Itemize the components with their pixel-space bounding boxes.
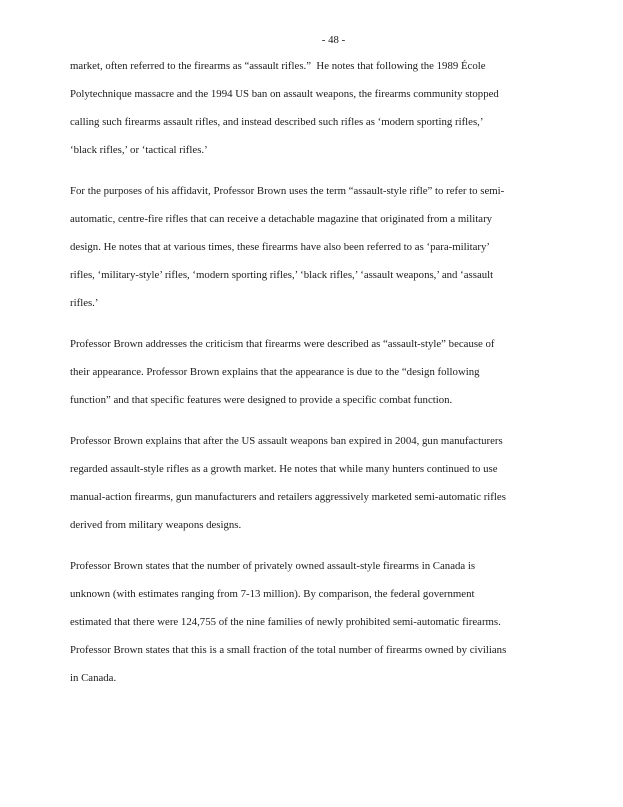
text-line: derived from military weapons designs.: [70, 519, 242, 531]
text-line: calling such firearms assault rifles, and instead described such rifles as ‘modern sporting rifles,’: [70, 116, 484, 128]
text-line: Professor Brown states that the number of privately owned assault-style firearms in Canada is: [70, 560, 476, 572]
document-body: [70, 52, 597, 692]
text-line: ‘black rifles,’ or ‘tactical rifles.’: [70, 144, 208, 156]
text-line: their appearance. Professor Brown explains that the appearance is due to the “design following: [70, 366, 480, 378]
text-line: For the purposes of his affidavit, Professor Brown uses the term “assault-style rifle” to refer to semi-: [70, 185, 505, 197]
text-line: rifles, ‘military-style’ rifles, ‘modern sporting rifles,’ ‘black rifles,’ ‘assault weapons,’ and ‘assault: [70, 269, 494, 281]
paragraph: [70, 330, 597, 414]
text-line: rifles.’: [70, 297, 99, 309]
text-line: in Canada.: [70, 672, 117, 684]
text-line: unknown (with estimates ranging from 7-13 million). By comparison, the federal government: [70, 588, 475, 600]
paragraph: [70, 52, 597, 164]
text-line: manual-action firearms, gun manufacturers and retailers aggressively marketed semi-automatic rifles: [70, 491, 506, 503]
text-line: Professor Brown addresses the criticism that firearms were described as “assault-style” because of: [70, 338, 495, 350]
text-line: estimated that there were 124,755 of the nine families of newly prohibited semi-automatic firearms.: [70, 616, 501, 628]
paragraph: [70, 177, 597, 317]
paragraph: [70, 427, 597, 539]
text-line: market, often referred to the firearms as “assault rifles.” He notes that following the 1989 École: [70, 60, 486, 72]
page-number: - 48 -: [321, 34, 346, 46]
text-line: Polytechnique massacre and the 1994 US ban on assault weapons, the firearms community stopped: [70, 88, 499, 100]
text-line: automatic, centre-fire rifles that can receive a detachable magazine that originated from a military: [70, 213, 493, 225]
text-line: Professor Brown states that this is a small fraction of the total number of firearms owned by civilians: [70, 644, 507, 656]
text-line: Professor Brown explains that after the US assault weapons ban expired in 2004, gun manufacturers: [70, 435, 503, 447]
text-line: function” and that specific features were designed to provide a specific combat function.: [70, 394, 453, 406]
text-line: design. He notes that at various times, these firearms have also been referred to as ‘para-military’: [70, 241, 491, 253]
text-line: regarded assault-style rifles as a growth market. He notes that while many hunters continued to use: [70, 463, 498, 475]
paragraph: [70, 552, 597, 692]
